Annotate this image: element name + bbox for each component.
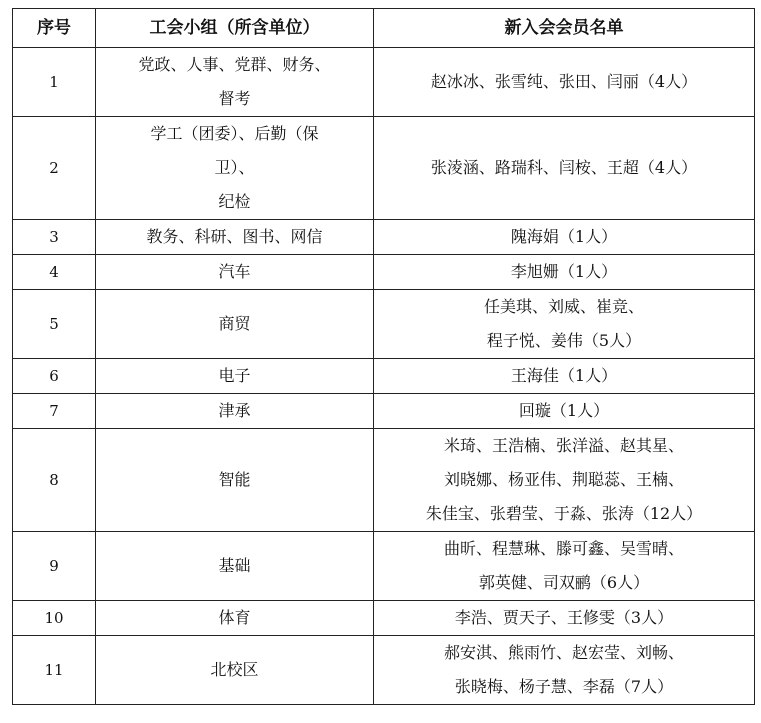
table-header-row <box>13 9 755 48</box>
members-line: 李旭姗（1人） <box>510 262 618 281</box>
table-row <box>13 636 755 705</box>
row-group <box>96 117 374 220</box>
group-line: 基础 <box>218 556 251 575</box>
table-row <box>13 394 755 429</box>
row-index: 10 <box>13 601 96 636</box>
row-members <box>374 48 755 117</box>
table-body <box>13 48 755 705</box>
row-index: 11 <box>13 636 96 705</box>
row-index: 5 <box>13 290 96 359</box>
members-line: 王海佳（1人） <box>510 366 618 385</box>
members-line: 任美琪、刘威、崔竞、 <box>483 297 644 316</box>
row-index: 4 <box>13 255 96 290</box>
row-index: 3 <box>13 220 96 255</box>
row-members <box>374 429 755 532</box>
row-group <box>96 290 374 359</box>
group-line: 卫）、 <box>214 158 255 177</box>
members-line: 程子悦、姜伟（5人） <box>486 331 642 350</box>
row-members <box>374 255 755 290</box>
row-group <box>96 394 374 429</box>
table-row <box>13 220 755 255</box>
members-line: 郝安淇、熊雨竹、赵宏莹、刘畅、 <box>443 643 684 662</box>
row-members <box>374 290 755 359</box>
row-group <box>96 532 374 601</box>
group-line: 汽车 <box>218 262 251 281</box>
group-line: 智能 <box>218 470 251 489</box>
members-line: 张晓梅、杨子慧、李磊（7人） <box>454 677 674 696</box>
group-line: 津承 <box>218 401 251 420</box>
row-group <box>96 220 374 255</box>
members-line: 李浩、贾天子、王修雯（3人） <box>454 608 674 627</box>
table-row <box>13 117 755 220</box>
row-index: 9 <box>13 532 96 601</box>
row-members <box>374 220 755 255</box>
member-list-table <box>12 8 755 705</box>
row-index: 1 <box>13 48 96 117</box>
members-line: 米琦、王浩楠、张洋溢、赵其星、 <box>443 436 684 455</box>
group-line: 商贸 <box>218 314 251 333</box>
group-line: 党政、人事、党群、财务、 <box>138 55 331 74</box>
row-index: 7 <box>13 394 96 429</box>
members-line: 张淩涵、路瑞科、闫桉、王超（4人） <box>430 158 698 177</box>
group-line: 北校区 <box>210 660 259 679</box>
group-line: 教务、科研、图书、网信 <box>146 227 323 246</box>
row-members <box>374 117 755 220</box>
row-group <box>96 48 374 117</box>
row-index: 6 <box>13 359 96 394</box>
members-line: 朱佳宝、张碧莹、于淼、张涛（12人） <box>425 504 703 523</box>
members-line: 回璇（1人） <box>518 401 610 420</box>
row-group <box>96 359 374 394</box>
row-index: 2 <box>13 117 96 220</box>
members-line: 郭英健、司双鹂（6人） <box>478 573 650 592</box>
table-row <box>13 429 755 532</box>
members-line: 曲昕、程慧琳、滕可鑫、吴雪晴、 <box>443 539 684 558</box>
row-members <box>374 394 755 429</box>
table-row <box>13 532 755 601</box>
row-index: 8 <box>13 429 96 532</box>
members-line: 刘晓娜、杨亚伟、荆聪蕊、王楠、 <box>443 470 684 489</box>
row-members <box>374 601 755 636</box>
table-row <box>13 255 755 290</box>
group-line: 纪检 <box>218 192 251 211</box>
header-index: 序号 <box>13 9 96 48</box>
row-members <box>374 359 755 394</box>
row-group <box>96 601 374 636</box>
header-group: 工会小组（所含单位） <box>96 9 374 48</box>
row-members <box>374 636 755 705</box>
table-row <box>13 601 755 636</box>
group-line: 督考 <box>218 89 251 108</box>
table-row <box>13 290 755 359</box>
table-row <box>13 48 755 117</box>
members-line: 赵冰冰、张雪纯、张田、闫丽（4人） <box>430 72 698 91</box>
row-members <box>374 532 755 601</box>
row-group <box>96 429 374 532</box>
group-line: 电子 <box>218 366 251 385</box>
table-row <box>13 359 755 394</box>
row-group <box>96 636 374 705</box>
group-line: 学工（团委）、后勤（保 <box>150 124 319 143</box>
header-members: 新入会会员名单 <box>374 9 755 48</box>
row-group <box>96 255 374 290</box>
group-line: 体育 <box>218 608 251 627</box>
members-line: 隗海娟（1人） <box>510 227 618 246</box>
